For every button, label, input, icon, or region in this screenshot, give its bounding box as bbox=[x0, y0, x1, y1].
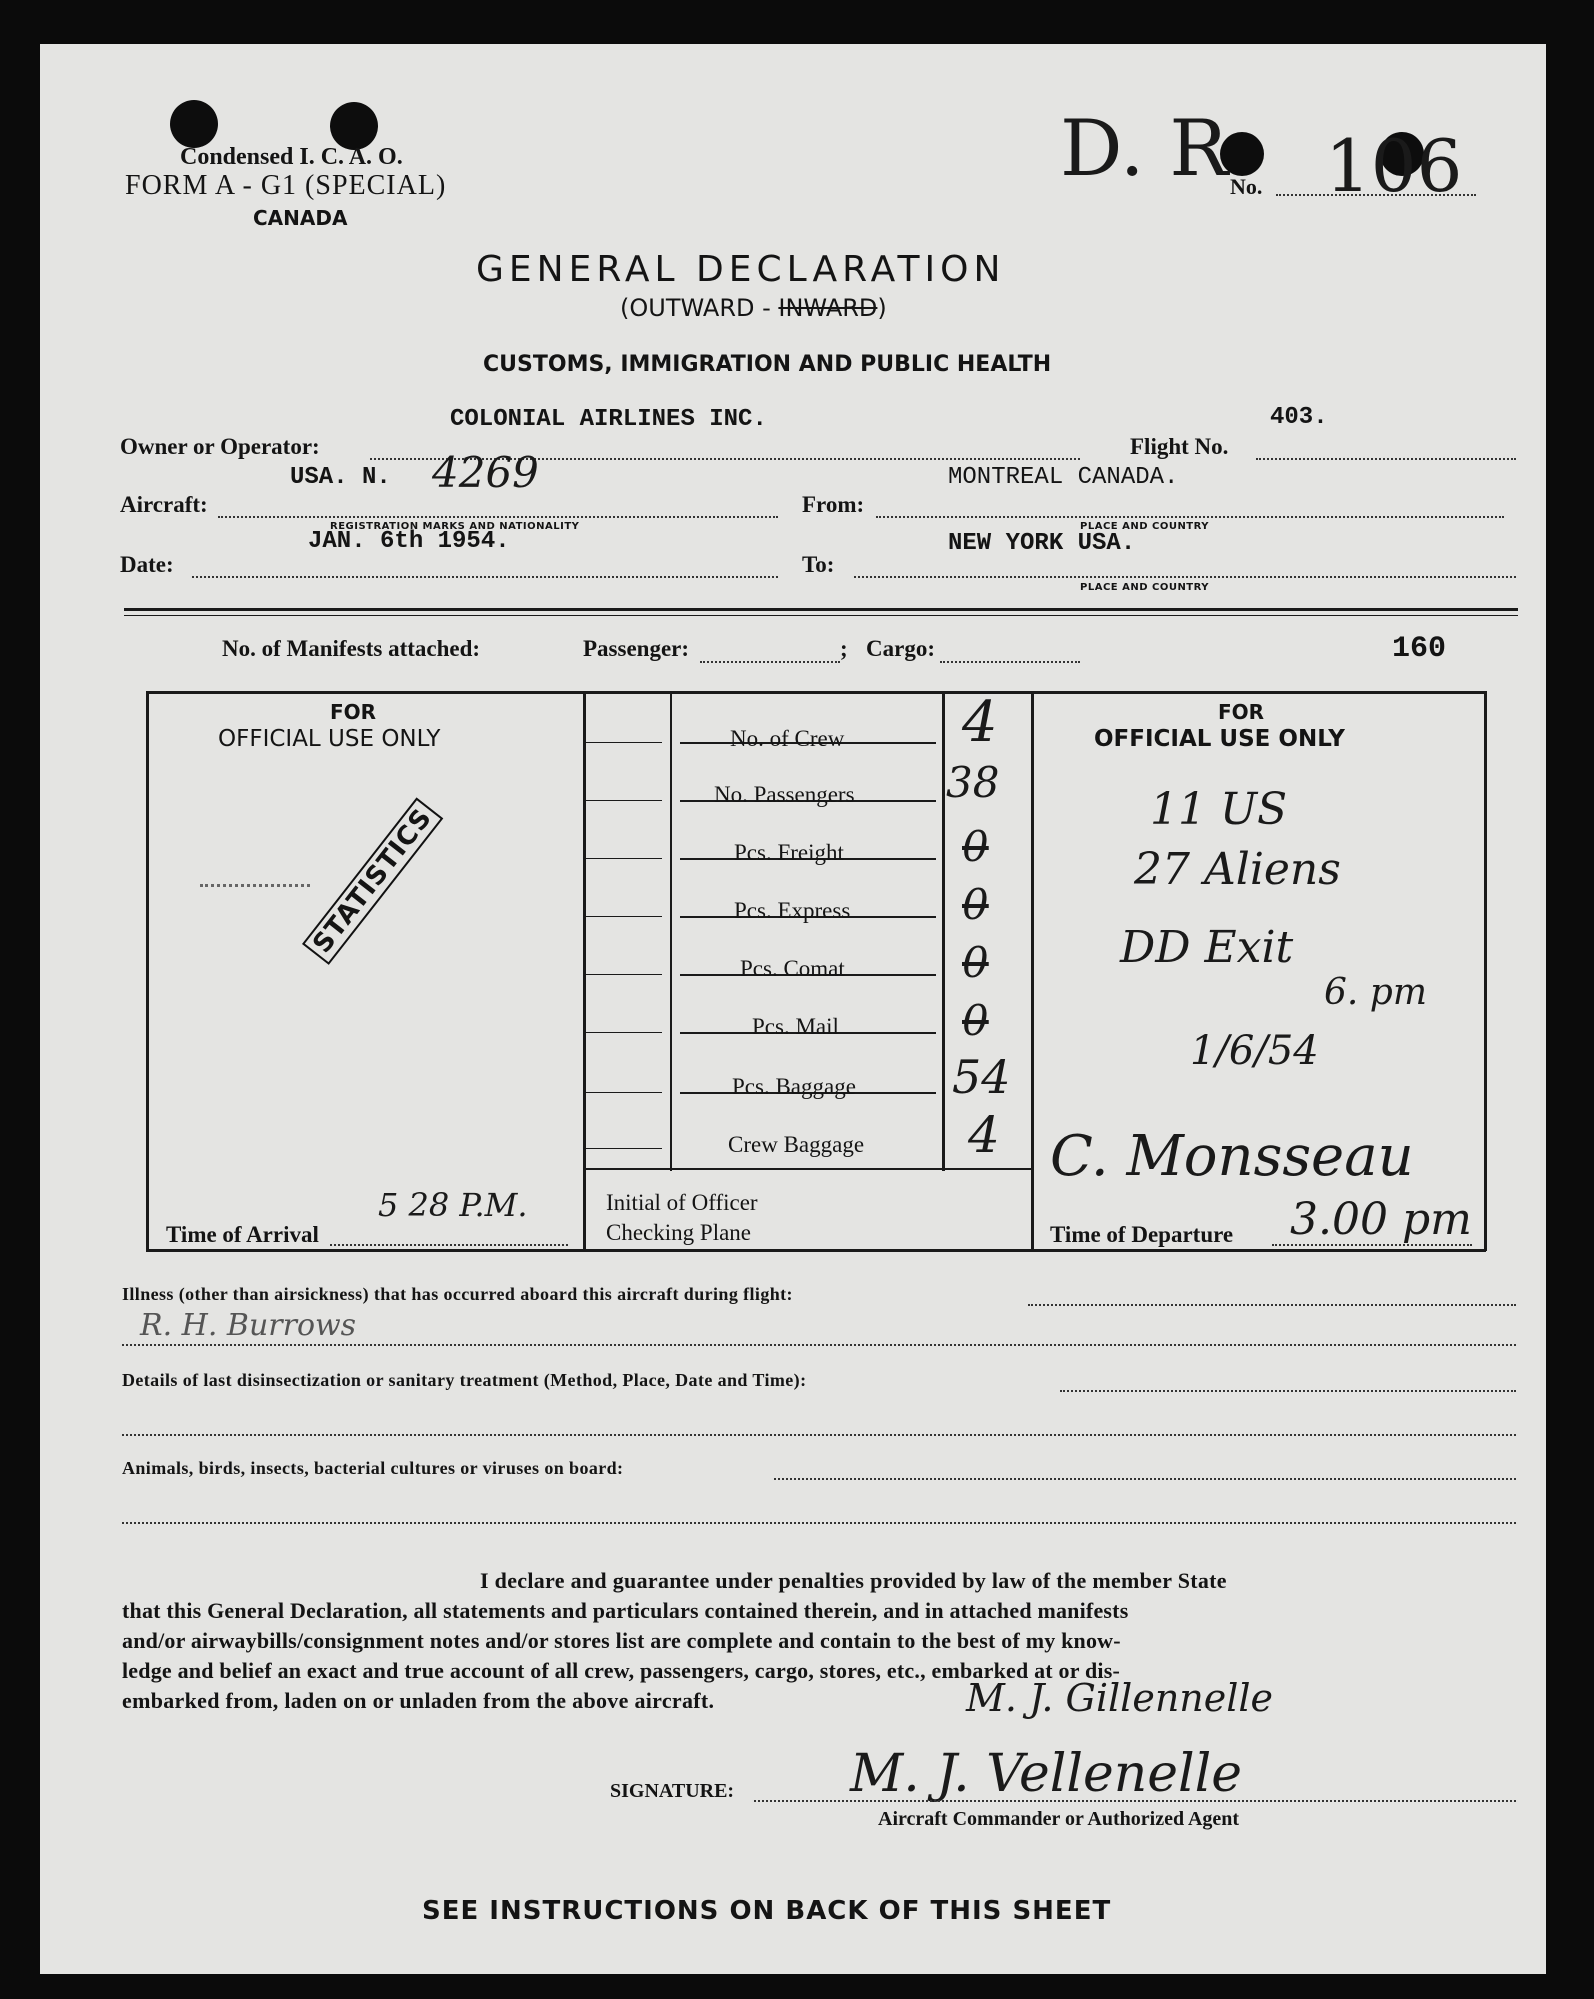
declaration-sheet bbox=[40, 44, 1546, 1974]
declaration-line-3: and/or airwaybills/consignment notes and/or stores list are complete and contain to the best of my know- bbox=[122, 1628, 1121, 1653]
official-note-time: 6. pm bbox=[1324, 972, 1427, 1013]
departure-value: 3.00 pm bbox=[1290, 1194, 1472, 1245]
cargo-manifest-value: 160 bbox=[1392, 632, 1447, 666]
no-label: No. bbox=[1230, 174, 1263, 199]
signer-caption: Aircraft Commander or Authorized Agent bbox=[878, 1808, 1240, 1830]
aircraft-line bbox=[218, 516, 778, 518]
manifests-label: No. of Manifests attached: bbox=[222, 636, 481, 661]
row-tick bbox=[586, 1032, 662, 1033]
row-label-freight: Pcs. Freight bbox=[734, 840, 844, 865]
row-tick bbox=[586, 800, 662, 801]
date-label: Date: bbox=[120, 552, 174, 577]
row-tick bbox=[586, 974, 662, 975]
handwritten-number: 106 bbox=[1325, 124, 1463, 208]
table-col-divider bbox=[670, 691, 672, 1171]
title-subtitle: CUSTOMS, IMMIGRATION AND PUBLIC HEALTH bbox=[483, 352, 1052, 377]
header-rule bbox=[124, 608, 1518, 611]
illness-note: R. H. Burrows bbox=[140, 1308, 357, 1343]
from-caption: PLACE AND COUNTRY bbox=[1080, 521, 1210, 532]
to-line bbox=[854, 576, 1516, 578]
signature-line bbox=[754, 1800, 1516, 1802]
animals-label: Animals, birds, insects, bacterial cultures or viruses on board: bbox=[122, 1458, 624, 1478]
disinsect-line-2 bbox=[122, 1434, 1516, 1436]
form-country: CANADA bbox=[253, 206, 348, 230]
row-label-comat: Pcs. Comat bbox=[740, 956, 845, 981]
illness-line-2 bbox=[122, 1344, 1516, 1346]
signature-label: SIGNATURE: bbox=[610, 1780, 735, 1802]
row-label-crew: No. of Crew bbox=[730, 726, 845, 751]
to-value: NEW YORK USA. bbox=[948, 530, 1136, 557]
table-top-border bbox=[146, 691, 1486, 694]
date-line bbox=[192, 576, 778, 578]
declaration-line-1: I declare and guarantee under penalties provided by law of the member State bbox=[480, 1568, 1227, 1593]
faint-mark bbox=[200, 884, 310, 887]
departure-label: Time of Departure bbox=[1050, 1222, 1234, 1247]
officer-row-border bbox=[586, 1168, 1032, 1170]
passenger-manifest-line bbox=[700, 661, 840, 663]
table-bottom-border bbox=[146, 1249, 1486, 1252]
table-col-divider bbox=[1031, 691, 1034, 1251]
aircraft-label: Aircraft: bbox=[120, 492, 208, 517]
officer-label-1: Initial of Officer bbox=[606, 1190, 758, 1215]
row-label-passengers: No. Passengers bbox=[714, 782, 855, 807]
illness-line bbox=[1028, 1304, 1516, 1306]
official-note-us: 11 US bbox=[1150, 784, 1288, 835]
from-value: MONTREAL CANADA. bbox=[948, 464, 1179, 491]
animals-line bbox=[774, 1478, 1516, 1480]
row-label-mail: Pcs. Mail bbox=[752, 1014, 839, 1039]
official-note-exit: DD Exit bbox=[1120, 922, 1294, 973]
row-value-express: 0 bbox=[962, 880, 989, 929]
title-direction: (OUTWARD - INWARD) bbox=[620, 294, 887, 322]
arrival-line bbox=[330, 1244, 568, 1246]
declaration-line-4: ledge and belief an exact and true account of all crew, passengers, cargo, stores, etc., embarked at or dis- bbox=[122, 1658, 1121, 1683]
signature-hand-upper: M. J. Gillennelle bbox=[966, 1676, 1274, 1720]
flight-label: Flight No. bbox=[1130, 434, 1229, 459]
flight-line bbox=[1256, 458, 1516, 460]
row-tick bbox=[586, 742, 662, 743]
punch-hole bbox=[170, 100, 218, 148]
declaration-line-5: embarked from, laden on or unladen from the above aircraft. bbox=[122, 1688, 715, 1713]
footer-instructions: SEE INSTRUCTIONS ON BACK OF THIS SHEET bbox=[422, 1896, 1112, 1926]
row-tick bbox=[586, 1092, 662, 1093]
row-value-mail: 0 bbox=[962, 996, 989, 1045]
row-value-passengers: 38 bbox=[946, 758, 1000, 807]
disinsect-label: Details of last disinsectization or sanitary treatment (Method, Place, Date and Time): bbox=[122, 1370, 807, 1390]
condensed-icao: Condensed I. C. A. O. bbox=[180, 144, 403, 170]
row-tick bbox=[586, 858, 662, 859]
row-label-express: Pcs. Express bbox=[734, 898, 851, 923]
aircraft-value: USA. N. bbox=[290, 464, 391, 491]
to-caption: PLACE AND COUNTRY bbox=[1080, 582, 1210, 593]
official-note-aliens: 27 Aliens bbox=[1134, 844, 1341, 895]
row-tick bbox=[586, 916, 662, 917]
arrival-value: 5 28 P.M. bbox=[378, 1186, 528, 1224]
row-tick bbox=[586, 1148, 662, 1149]
manifest-separator: ; bbox=[840, 636, 848, 661]
passenger-manifest-label: Passenger: bbox=[583, 636, 690, 661]
declaration-line-2: that this General Declaration, all statements and particulars contained therein, and in attached manifests bbox=[122, 1598, 1129, 1623]
right-official-header-2: OFFICIAL USE ONLY bbox=[1094, 726, 1345, 752]
officer-label-2: Checking Plane bbox=[606, 1220, 751, 1245]
row-value-crew: 4 bbox=[962, 690, 998, 755]
statistics-stamp: STATISTICS bbox=[302, 797, 444, 965]
header-rule-thin bbox=[124, 615, 1518, 616]
row-value-comat: 0 bbox=[962, 938, 989, 987]
table-col-divider bbox=[583, 691, 586, 1251]
table-left-border bbox=[146, 691, 149, 1251]
form-id: FORM A - G1 (SPECIAL) bbox=[125, 170, 447, 201]
title-main: GENERAL DECLARATION bbox=[476, 249, 1006, 290]
left-official-header-1: FOR bbox=[330, 700, 377, 724]
date-value: JAN. 6th 1954. bbox=[308, 528, 510, 555]
right-official-header-1: FOR bbox=[1218, 700, 1265, 724]
illness-label: Illness (other than airsickness) that has occurred aboard this aircraft during flight: bbox=[122, 1284, 793, 1304]
owner-value: COLONIAL AIRLINES INC. bbox=[450, 406, 767, 433]
row-label-crew-baggage: Crew Baggage bbox=[728, 1132, 865, 1157]
owner-label: Owner or Operator: bbox=[120, 434, 320, 459]
table-col-divider bbox=[942, 691, 945, 1171]
aircraft-hand: 4269 bbox=[432, 448, 539, 497]
punch-hole bbox=[330, 102, 378, 150]
from-label: From: bbox=[802, 492, 865, 517]
number-line bbox=[1276, 194, 1476, 196]
official-note-date: 1/6/54 bbox=[1190, 1028, 1319, 1074]
signature-hand: M. J. Vellenelle bbox=[850, 1744, 1243, 1804]
animals-line-2 bbox=[122, 1522, 1516, 1524]
struck-inward: INWARD bbox=[778, 294, 878, 322]
from-line bbox=[876, 516, 1504, 518]
row-label-baggage: Pcs. Baggage bbox=[732, 1074, 856, 1099]
table-right-border bbox=[1484, 691, 1487, 1251]
handwritten-ref: D. R bbox=[1060, 104, 1229, 194]
cargo-manifest-label: Cargo: bbox=[866, 636, 935, 661]
flight-value: 403. bbox=[1270, 404, 1328, 431]
row-value-baggage: 54 bbox=[952, 1050, 1011, 1104]
disinsect-line bbox=[1060, 1390, 1516, 1392]
to-label: To: bbox=[802, 552, 835, 577]
official-signature: C. Monsseau bbox=[1050, 1124, 1414, 1189]
cargo-manifest-line bbox=[940, 661, 1080, 663]
row-value-freight: 0 bbox=[962, 822, 989, 871]
left-official-header-2: OFFICIAL USE ONLY bbox=[218, 726, 441, 752]
row-value-crew-baggage: 4 bbox=[968, 1106, 1000, 1164]
aircraft-caption: REGISTRATION MARKS AND NATIONALITY bbox=[330, 521, 580, 532]
arrival-label: Time of Arrival bbox=[166, 1222, 319, 1247]
